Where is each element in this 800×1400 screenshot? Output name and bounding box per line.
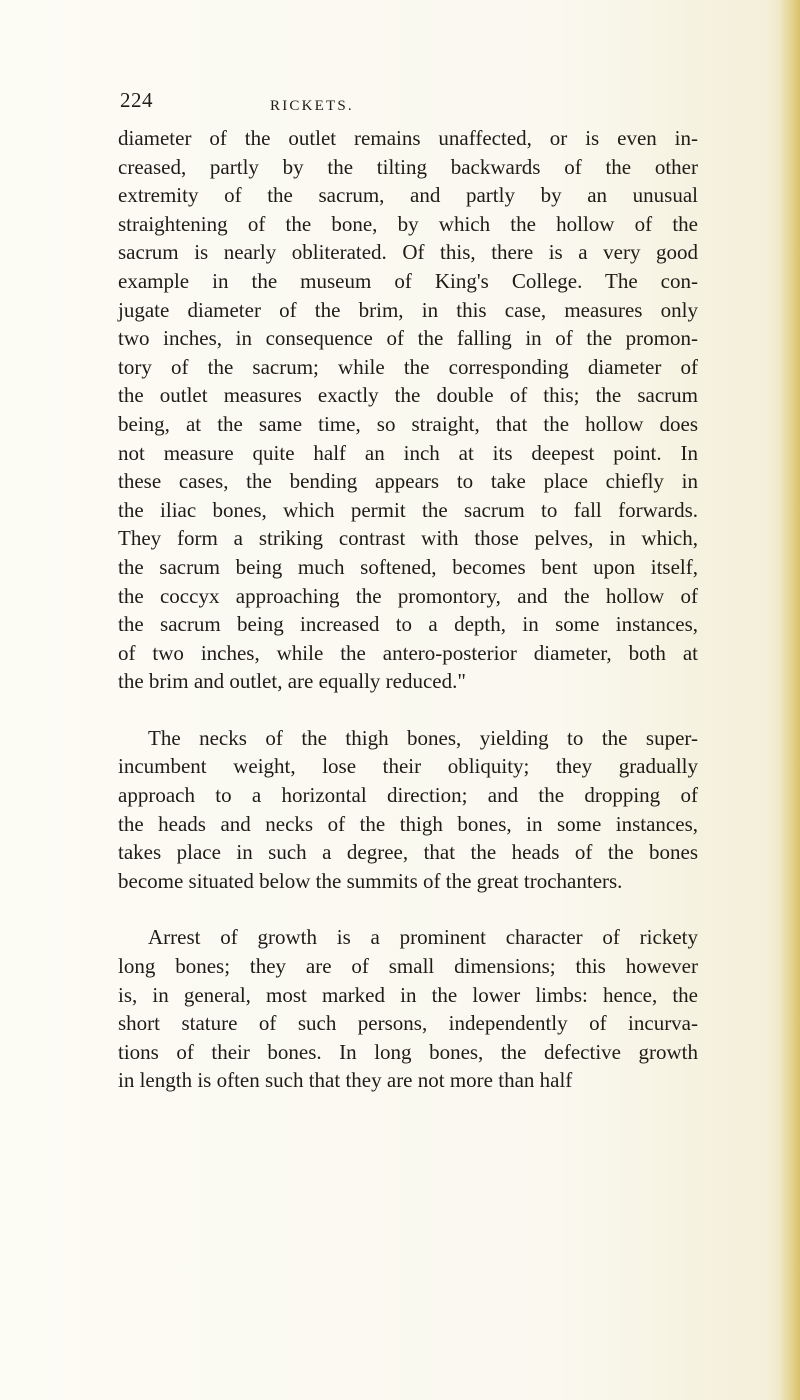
text-line: The necks of the thigh bones, yielding to the super- [148,725,698,750]
text-line: incumbent weight, lose their obliquity; they gradually [118,754,698,779]
text-line: short stature of such persons, independently of incurva- [118,1011,698,1036]
paragraph [118,923,698,1095]
text-line: long bones; they are of small dimensions; this however [118,954,698,979]
text-line: is, in general, most marked in the lower limbs: hence, the [118,982,698,1007]
text-line: straightening of the bone, by which the hollow of the [118,211,698,236]
text-line: jugate diameter of the brim, in this case, measures only [118,297,698,322]
paragraph-gap [118,895,698,923]
text-line: become situated below the summits of the great trochanters. [118,868,623,893]
text-line: creased, partly by the tilting backwards of the other [118,154,698,179]
text-line: Arrest of growth is a prominent character of rickety [148,925,698,950]
text-line: the coccyx approaching the promontory, and the hollow of [118,583,698,608]
text-line: tions of their bones. In long bones, the defective growth [118,1039,698,1064]
text-line: these cases, the bending appears to take place chiefly in [118,469,698,494]
text-line: approach to a horizontal direction; and the dropping of [118,783,698,808]
text-line: the outlet measures exactly the double of this; the sacrum [118,383,698,408]
text-line: extremity of the sacrum, and partly by an unusual [118,183,698,208]
text-line: in length is often such that they are not more than half [118,1068,573,1093]
paragraph [118,124,698,696]
text-line: two inches, in consequence of the falling in of the promon- [118,326,698,351]
page-number: 224 [120,88,153,112]
text-line: They form a striking contrast with those pelves, in which, [118,526,698,551]
page-edge [780,0,800,1400]
text-line: the iliac bones, which permit the sacrum to fall forwards. [118,497,698,522]
body-text [118,124,698,1095]
text-line: being, at the same time, so straight, that the hollow does [118,411,698,436]
text-line: not measure quite half an inch at its deepest point. In [118,440,698,465]
page-header [120,88,700,128]
text-line: the sacrum being increased to a depth, in some instances, [118,612,698,637]
paragraph [118,724,698,896]
text-line: diameter of the outlet remains unaffected, or is even in- [118,126,698,150]
text-line: sacrum is nearly obliterated. Of this, there is a very good [118,240,698,265]
paragraph-gap [118,696,698,724]
text-line: the brim and outlet, are equally reduced." [118,669,466,694]
text-line: tory of the sacrum; while the corresponding diameter of [118,354,698,379]
text-line: the sacrum being much softened, becomes bent upon itself, [118,554,698,579]
running-head: RICKETS. [270,98,354,114]
text-line: takes place in such a degree, that the heads of the bones [118,840,698,865]
text-line: the heads and necks of the thigh bones, in some instances, [118,811,698,836]
text-line: example in the museum of King's College. The con- [118,268,698,293]
text-line: of two inches, while the antero-posterior diameter, both at [118,640,698,665]
